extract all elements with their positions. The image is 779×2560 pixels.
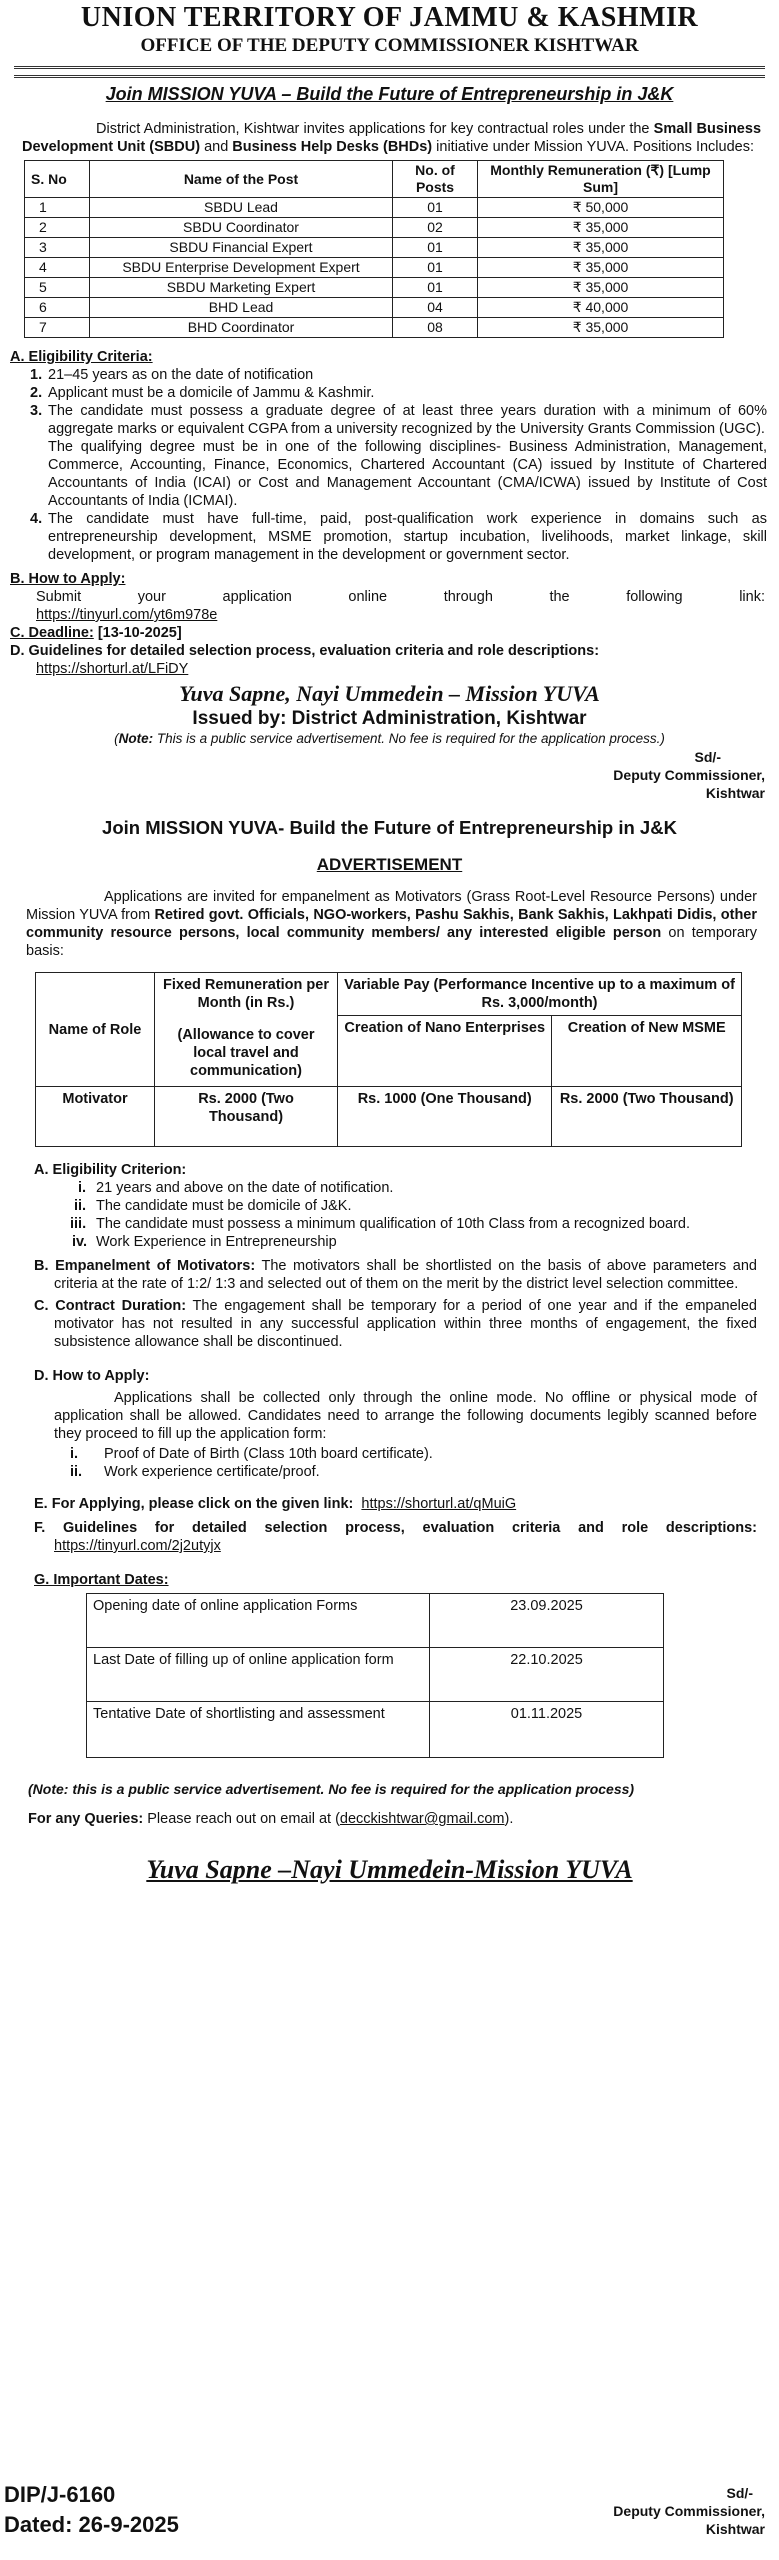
post-remuneration: ₹ 40,000 [478,298,724,318]
how-to-apply-2-text: Applications shall be collected only through the online mode. No offline or physical mode of application shall be allowed. Candidates need to arrange the following documents legibly scanned before they proceed to fill up the application form: [54,1390,757,1442]
post-count: 08 [393,318,478,338]
post-sno: 6 [25,298,90,318]
motivator-cell-fixed: Rs. 2000 (Two Thousand) [155,1087,338,1147]
post-sno: 4 [25,258,90,278]
posts-table [24,160,724,338]
posts-table-body [25,198,724,338]
posts-table-row [25,298,724,318]
dates-value-cell: 01.11.2025 [430,1702,664,1758]
eligibility-item: 4. The candidate must have full-time, paid, post-qualification work experience in domains such as entrepreneurship development, MSME promotion, startup incubation, livelihoods, market linkage, skill development, or program management in the development or government sector. [30,511,767,563]
dates-value-cell: 23.09.2025 [430,1594,664,1648]
criterion-item: i. 21 years and above on the date of notification. [78,1180,394,1196]
contract-duration: C. Contract Duration: The engagement shall be temporary for a period of one year and if the empaneled motivator has not resulted in any successful application within three months of engagement, the fixed subsistence allowance shall be discontinued. [34,1298,757,1350]
empanelment: B. Empanelment of Motivators: The motivators shall be shortlisted on the basis of above parameters and criteria at the rate of 1:2/ 1:3 and selected out of them on the merit by the district level selection committee. [34,1258,757,1292]
apply-link-2[interactable]: https://shorturl.at/qMuiG [361,1496,517,1512]
post-name: BHD Lead [90,298,393,318]
motivator-cell-role: Motivator [36,1087,155,1147]
criterion-item: iv. Work Experience in Entrepreneurship [72,1234,337,1250]
notice2-sections [34,1161,757,1589]
motivator-cell-msme: Rs. 2000 (Two Thousand) [552,1087,742,1147]
post-remuneration: ₹ 35,000 [478,238,724,258]
criterion-item: ii. The candidate must be domicile of J&K. [74,1198,352,1214]
post-count: 01 [393,278,478,298]
header-divider [14,66,765,78]
post-sno: 7 [25,318,90,338]
post-remuneration: ₹ 35,000 [478,318,724,338]
dip-number: DIP/J-6160 [4,2482,116,2507]
posts-table-row [25,278,724,298]
notice1-note: (Note: This is a public service advertisement. No fee is required for the application process.) [114,731,665,746]
post-sno: 2 [25,218,90,238]
eligibility-list [0,366,779,564]
posts-table-row [25,238,724,258]
posts-table-row [25,218,724,238]
post-remuneration: ₹ 50,000 [478,198,724,218]
how-to-apply-2-label: D. How to Apply: [34,1368,150,1384]
guidelines-link[interactable]: https://shorturl.at/LFiDY [36,661,189,677]
documents-list [34,1445,757,1481]
notice1-title: Join MISSION YUVA – Build the Future of Entrepreneurship in J&K [105,84,674,104]
motivator-header-variable: Variable Pay (Performance Incentive up to a maximum of Rs. 3,000/month) [338,973,742,1016]
notice1-signature: Sd/- Deputy Commissioner, Kishtwar [613,749,765,801]
post-count: 01 [393,258,478,278]
important-dates-label: G. Important Dates: [34,1572,169,1588]
notice1-intro: District Administration, Kishtwar invites applications for key contractual roles under the Small Business Development Unit (SBDU) and Business Help Desks (BHDs) initiative under Mission YUVA. Positions Includes: [22,121,762,155]
document-item: i. Proof of Date of Birth (Class 10th board certificate). [70,1446,433,1462]
post-count: 04 [393,298,478,318]
queries-email[interactable]: decckishtwar@gmail.com [339,1811,505,1827]
criterion-list [34,1179,757,1251]
posts-table-row [25,318,724,338]
dates-label-cell: Tentative Date of shortlisting and assessment [87,1702,430,1758]
dates-value-cell: 22.10.2025 [430,1648,664,1702]
post-name: SBDU Enterprise Development Expert [90,258,393,278]
posts-table-row [25,198,724,218]
advertisement-heading: ADVERTISEMENT [316,855,463,874]
how-to-apply: B. How to Apply: Submit your application online through the following link: https://tinyurl.com/yt6m978e [10,571,765,623]
post-sno: 5 [25,278,90,298]
motivator-header-role: Name of Role [36,973,155,1087]
queries: For any Queries: Please reach out on email at (decckishtwar@gmail.com). [28,1811,514,1827]
header-subtitle: OFFICE OF THE DEPUTY COMMISSIONER KISHTWAR [140,35,639,56]
posts-header-remuneration: Monthly Remuneration (₹) [Lump Sum] [478,161,724,198]
eligibility-item: 2. Applicant must be a domicile of Jammu & Kashmir. [30,385,375,401]
motivator-table [35,972,742,1147]
eligibility-label: A. Eligibility Criteria: [10,349,153,365]
post-name: BHD Coordinator [90,318,393,338]
motivator-header-msme: Creation of New MSME [552,1016,742,1087]
post-name: SBDU Marketing Expert [90,278,393,298]
notice2-note: (Note: this is a public service advertisement. No fee is required for the application process) [28,1781,635,1797]
footer-slogan: Yuva Sapne –Nayi Ummedein-Mission YUVA [146,1855,633,1884]
apply-link-2-row: E. For Applying, please click on the given link: https://shorturl.at/qMuiG [34,1496,517,1512]
posts-header-sno: S. No [25,161,90,198]
notice2-intro: Applications are invited for empanelment as Motivators (Grass Root-Level Resource Persons) under Mission YUVA from Retired govt. Officials, NGO-workers, Pashu Sakhis, Bank Sakhis, Lakhpati Didis, other community resource persons, local community members/ any interested eligible person on temporary basis: [26,889,758,959]
post-sno: 1 [25,198,90,218]
guidelines: D. Guidelines for detailed selection process, evaluation criteria and role descriptions: https://shorturl.at/LFiDY [10,643,600,677]
issued-by: Issued by: District Administration, Kishtwar [192,708,587,729]
criterion-item: iii. The candidate must possess a minimum qualification of 10th Class from a recognized board. [70,1216,690,1232]
motivator-header-fixed: Fixed Remuneration per Month (in Rs.) (Allowance to cover local travel and communication) [155,973,338,1087]
document-item: ii. Work experience certificate/proof. [70,1464,320,1480]
posts-header-count: No. of Posts [393,161,478,198]
apply-link[interactable]: https://tinyurl.com/yt6m978e [36,607,218,623]
notice2-title: Join MISSION YUVA- Build the Future of Entrepreneurship in J&K [102,817,677,838]
post-sno: 3 [25,238,90,258]
post-name: SBDU Lead [90,198,393,218]
posts-header-name: Name of the Post [90,161,393,198]
eligibility-item: 1. 21–45 years as on the date of notification [30,367,314,383]
guidelines-2: F. Guidelines for detailed selection process, evaluation criteria and role descriptions: https://tinyurl.com/2j2utyjx [34,1520,757,1554]
notice1-slogan: Yuva Sapne, Nayi Ummedein – Mission YUVA [179,681,600,706]
post-remuneration: ₹ 35,000 [478,258,724,278]
dates-label-cell: Last Date of filling up of online application form [87,1648,430,1702]
post-remuneration: ₹ 35,000 [478,218,724,238]
post-count: 02 [393,218,478,238]
guidelines-link-2[interactable]: https://tinyurl.com/2j2utyjx [54,1538,221,1554]
posts-table-row [25,258,724,278]
dates-label-cell: Opening date of online application Forms [87,1594,430,1648]
post-name: SBDU Coordinator [90,218,393,238]
criterion-label: A. Eligibility Criterion: [34,1162,187,1178]
post-count: 01 [393,198,478,218]
notice2-signature: Sd/- Deputy Commissioner, Kishtwar [613,2485,765,2537]
dates-table [86,1593,664,1758]
post-count: 01 [393,238,478,258]
motivator-header-nano: Creation of Nano Enterprises [338,1016,552,1087]
post-name: SBDU Financial Expert [90,238,393,258]
deadline: C. Deadline: [13-10-2025] [10,625,182,641]
motivator-cell-nano: Rs. 1000 (One Thousand) [338,1087,552,1147]
eligibility-item: 3. The candidate must possess a graduate degree of at least three years duration with a minimum of 60% aggregate marks or equivalent CGPA from a university recognized by the University Grants Commission (UGC). The qualifying degree must be in one of the following disciplines- Business Administration, Management, Commerce, Accounting, Finance, Economics, Chartered Accountant (CA) issued by Institute of Chartered Accountants of India (ICAI) or Cost and Management Accountant (CMA/ICWA) issued by Institute of Cost Accountants of India (ICMAI). [30,403,767,509]
dated: Dated: 26-9-2025 [4,2512,179,2537]
post-remuneration: ₹ 35,000 [478,278,724,298]
header-title: UNION TERRITORY OF JAMMU & KASHMIR [80,2,699,33]
